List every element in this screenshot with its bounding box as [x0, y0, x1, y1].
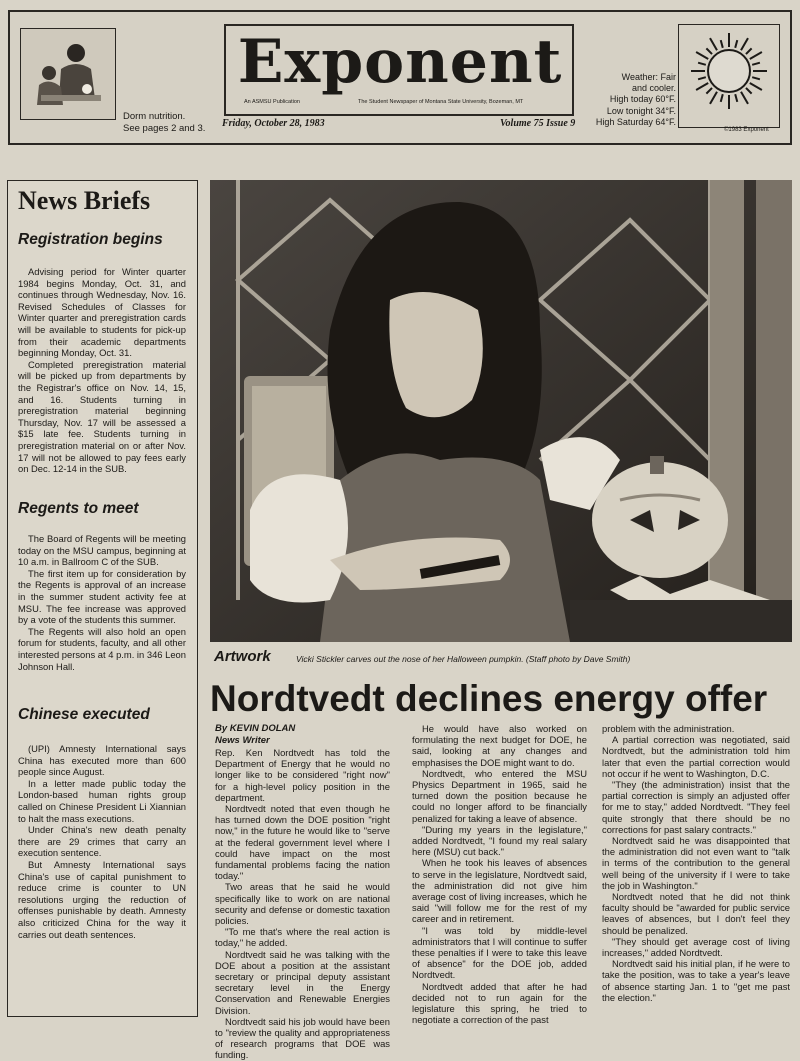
story-column-1	[215, 747, 390, 1061]
story-paragraph: He would have also worked on formulating the next budget for DOE, he said, looking at any changes and emphasises the DOE might want to do.	[412, 723, 587, 768]
brief-paragraph: In a letter made public today the London-based human rights group called on Chinese President Li Xiannian to halt the mass executions.	[18, 777, 186, 824]
story-column-3	[602, 723, 790, 1003]
brief-paragraph: Completed preregistration material will be picked up from departments by the Registrar's office on Nov. 14, 15, and 16. Students turning in preregistration material beginning Thursday, Nov. 17 will be assessed a $15 late fee. Students turning in preregistration material on or after Nov. 17 will not be allowed to pay fees early on Dec. 12-14 in the SUB.	[18, 358, 186, 475]
weather-report	[580, 72, 676, 128]
story-paragraph: problem with the administration.	[602, 723, 735, 734]
story-paragraph: "I was told by middle-level administrators that I will continue to suffer these penalties if I were to take this leave of absence" for the DOE job, added Nordtvedt.	[412, 924, 587, 981]
news-briefs-title: News Briefs	[18, 186, 151, 215]
story-paragraph: Nordtvedt noted that he did not think faculty should be "awarded for public service leaves of absences, but I don't feel they should be penalized.	[602, 891, 790, 936]
story-paragraph: Rep. Ken Nordtvedt has told the Department of Energy that he would no longer like to be considered "right now" for a high-level policy position in the department.	[215, 747, 390, 803]
story-paragraph: "They should get average cost of living increases," added Nordtvedt.	[602, 935, 790, 959]
story-paragraph: Nordtvedt said his job would have been to "review the quality and appropriateness of research programs that DOE was funding.	[215, 1015, 390, 1061]
issue-volume: Volume 75 Issue 9	[500, 118, 576, 129]
story-paragraph: "During my years in the legislature," added Nordtvedt, "I found my real salary here (MSU) cut back."	[412, 823, 587, 858]
story-paragraph: Nordtvedt, who entered the MSU Physics Department in 1965, said he turned down the position because he could no longer afford to be financially penalized for taking a leave of absence.	[412, 767, 587, 824]
brief-headline-chinese[interactable]: Chinese executed	[18, 706, 150, 723]
byline-title: News Writer	[215, 735, 270, 746]
publisher-line: An ASMSU Publication	[244, 99, 300, 105]
story-paragraph: Nordtvedt said he was disappointed that the administration did not even want to "talk in terms of the contribution to the general well being of the university if I were to take the job in Washington."	[602, 835, 790, 891]
story-paragraph: "To me that's where the real action is today," he added.	[215, 926, 390, 949]
photo-label: Artwork	[214, 648, 271, 665]
weather-line: and cooler.	[631, 83, 676, 94]
brief-body-chinese	[18, 743, 186, 940]
brief-body-registration	[18, 266, 186, 475]
byline-author: By KEVIN DOLAN	[215, 723, 296, 734]
weather-line: High today 60°F.	[609, 94, 676, 105]
story-paragraph: "They (the administration) insist that the partial correction is simply an adjusted offer for me to stay," added Nordtvedt. "They feel quite strongly that there should be no corrections for past salary contracts."	[602, 779, 790, 835]
brief-headline-regents[interactable]: Regents to meet	[18, 500, 139, 517]
story-paragraph: Nordtvedt added that after he had decided not to run again for the legislature this spring, he tried to negotiate a correction of the past	[412, 980, 587, 1026]
brief-paragraph: But Amnesty International says China's use of capital punishment to reduce crime is counter to UN resolutions urging the reduction of offenses punishable by death. Amnesty also criticized China for the way it carries out death sentences.	[18, 858, 186, 940]
brief-headline-registration[interactable]: Registration begins	[18, 231, 163, 248]
sun-icon	[688, 30, 770, 117]
story-paragraph: When he took his leaves of absences to serve in the legislature, Nordtvedt said, the administration did not give him average cost of living increases, which he said "will follow me for the rest of my career and in retirement.	[412, 857, 587, 925]
brief-paragraph: Under China's new death penalty there are 29 crimes that carry an execution sentence.	[18, 824, 186, 859]
weather-line: Weather: Fair	[621, 72, 676, 82]
brief-paragraph: The Board of Regents will be meeting today on the MSU campus, beginning at 10 a.m. in Ballroom C of the SUB.	[18, 533, 186, 568]
ear-photo	[20, 28, 116, 120]
weather-line: Low tonight 34°F.	[606, 105, 676, 116]
ear-teaser[interactable]	[123, 111, 205, 135]
brief-paragraph: Advising period for Winter quarter 1984 begins Monday, Oct. 31, and continues through Wednesday, Nov. 16. Revised Schedules of Classes for Winter quarter and preregistration cards will be available to students for pick-up from their academic departments beginning Monday, Oct. 31.	[18, 266, 186, 359]
story-paragraph: Nordtvedt said he was talking with the DOE about a position at the assistant secretary or principal deputy assistant secretary level in the Energy Conservation and Renewable Energies Division.	[215, 948, 390, 1016]
photo-caption: Vicki Stickler carves out the nose of her Halloween pumpkin. (Staff photo by Dave Smith)	[296, 654, 631, 664]
tagline: The Student Newspaper of Montana State University, Bozeman, MT	[358, 99, 524, 105]
story-column-2	[412, 723, 587, 1025]
ear-teaser-line: See pages 2 and 3.	[123, 123, 206, 134]
nameplate: Exponent	[237, 27, 563, 97]
brief-paragraph: The Regents will also hold an open forum for students, faculty, and all other interested persons at 4 p.m. in 346 Leon Johnson Hall.	[18, 625, 186, 672]
byline	[215, 723, 295, 747]
story-headline[interactable]: Nordtvedt declines energy offer	[210, 678, 768, 719]
story-paragraph: Nordtvedt noted that even though he has turned down the DOE position "right now," in the future he would like to "serve at the federal government level where I could have impact on the most fundamental problems facing the nation today."	[215, 803, 390, 882]
brief-paragraph: (UPI) Amnesty International says China has executed more than 600 people since August.	[18, 743, 186, 778]
weather-line: High Saturday 64°F.	[595, 116, 676, 127]
story-paragraph: Two areas that he said he would specifically like to work on are national security and defense or domestic taxation policies.	[215, 881, 390, 927]
copyright: ©1983 Exponent	[724, 127, 769, 133]
issue-date: Friday, October 28, 1983	[222, 118, 325, 129]
lead-photo[interactable]	[210, 180, 792, 642]
brief-paragraph: The first item up for consideration by the Regents is approval of an increase in the summer student activity fee at MSU. The fee increase was approved by a vote of the students this summer.	[18, 567, 186, 626]
story-paragraph: A partial correction was negotiated, said Nordtvedt, but the administration told him later that even the partial correction would not occur if he went to Washington, D.C.	[602, 734, 790, 779]
ear-teaser-line: Dorm nutrition.	[123, 111, 186, 122]
story-paragraph: Nordtvedt said his initial plan, if he were to take the position, was to take a year's leave of absence starting Jan. 1 to "get me past the election."	[602, 958, 790, 1003]
brief-body-regents	[18, 533, 186, 672]
